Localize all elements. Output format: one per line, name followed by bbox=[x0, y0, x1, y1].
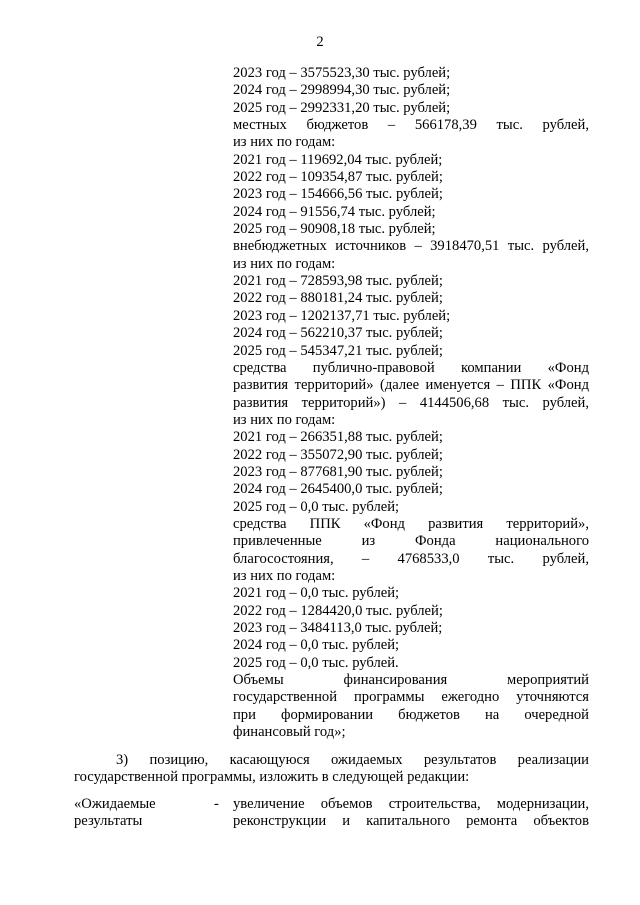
financing-line: 2023 год – 1202137,71 тыс. рублей; bbox=[233, 307, 451, 324]
label-line: результаты bbox=[74, 813, 143, 830]
financing-line: 2024 год – 91556,74 тыс. рублей; bbox=[233, 203, 436, 220]
financing-line: средства ППК «Фонд развития территорий», bbox=[233, 515, 589, 532]
financing-line: 2025 год – 90908,18 тыс. рублей; bbox=[233, 221, 436, 238]
financing-line: Объемы финансирования мероприятий bbox=[233, 672, 589, 689]
financing-line: 2024 год – 2998994,30 тыс. рублей; bbox=[233, 82, 451, 99]
financing-line: 2025 год – 545347,21 тыс. рублей; bbox=[233, 342, 443, 359]
financing-line: 2023 год – 877681,90 тыс. рублей; bbox=[233, 463, 443, 480]
label-dash: - bbox=[214, 796, 219, 812]
financing-line: 2023 год – 3484113,0 тыс. рублей; bbox=[233, 620, 443, 636]
financing-line: из них по годам: bbox=[233, 411, 336, 428]
financing-line: развития территорий») – 4144506,68 тыс. рублей, bbox=[233, 394, 589, 411]
financing-line: внебюджетных источников – 3918470,51 тыс. рублей, bbox=[233, 238, 589, 255]
financing-line: финансовый год»; bbox=[233, 724, 346, 741]
financing-line: 2021 год – 266351,88 тыс. рублей; bbox=[233, 429, 443, 446]
financing-line: 2022 год – 880181,24 тыс. рублей; bbox=[233, 290, 443, 307]
financing-line: местных бюджетов – 566178,39 тыс. рублей, bbox=[233, 117, 589, 134]
financing-line: 2024 год – 562210,37 тыс. рублей; bbox=[233, 325, 443, 342]
financing-line: благосостояния, – 4768533,0 тыс. рублей, bbox=[233, 550, 589, 567]
financing-line: 2023 год – 3575523,30 тыс. рублей; bbox=[233, 65, 451, 81]
financing-line: 2022 год – 1284420,0 тыс. рублей; bbox=[233, 602, 443, 619]
paragraph-line: государственной программы, изложить в следующей редакции: bbox=[74, 769, 470, 786]
result-line: реконструкции и капитального ремонта объектов bbox=[233, 813, 589, 830]
financing-line: при формировании бюджетов на очередной bbox=[233, 706, 589, 723]
financing-line: 2024 год – 0,0 тыс. рублей; bbox=[233, 637, 400, 654]
financing-line: 2025 год – 2992331,20 тыс. рублей; bbox=[233, 99, 451, 116]
page-number: 2 bbox=[316, 34, 324, 50]
financing-line: из них по годам: bbox=[233, 567, 336, 584]
expected-results-text bbox=[233, 796, 589, 831]
financing-line: 2025 год – 0,0 тыс. рублей. bbox=[233, 654, 399, 671]
financing-line: 2023 год – 154666,56 тыс. рублей; bbox=[233, 186, 443, 203]
result-line: увеличение объемов строительства, модернизации, bbox=[233, 796, 589, 812]
financing-line: 2022 год – 355072,90 тыс. рублей; bbox=[233, 446, 443, 463]
financing-line: средства публично-правовой компании «Фонд bbox=[233, 359, 589, 376]
financing-line: 2021 год – 0,0 тыс. рублей; bbox=[233, 585, 400, 602]
financing-line: из них по годам: bbox=[233, 134, 336, 151]
financing-line: государственной программы ежегодно уточняются bbox=[233, 689, 589, 706]
paragraph-item-3 bbox=[74, 752, 589, 787]
financing-volumes-column bbox=[233, 65, 589, 741]
financing-line: из них по годам: bbox=[233, 255, 336, 272]
financing-line: развития территорий» (далее именуется – ППК «Фонд bbox=[233, 377, 589, 394]
financing-line: 2022 год – 109354,87 тыс. рублей; bbox=[233, 169, 443, 186]
financing-line: 2021 год – 119692,04 тыс. рублей; bbox=[233, 151, 443, 168]
financing-line: привлеченные из Фонда национального bbox=[233, 533, 589, 550]
paragraph-line: 3) позицию, касающуюся ожидаемых результатов реализации bbox=[116, 752, 589, 768]
financing-line: 2025 год – 0,0 тыс. рублей; bbox=[233, 498, 400, 515]
expected-results-label bbox=[74, 796, 224, 831]
label-line: «Ожидаемые bbox=[74, 796, 156, 812]
financing-line: 2021 год – 728593,98 тыс. рублей; bbox=[233, 273, 443, 290]
financing-line: 2024 год – 2645400,0 тыс. рублей; bbox=[233, 481, 443, 498]
